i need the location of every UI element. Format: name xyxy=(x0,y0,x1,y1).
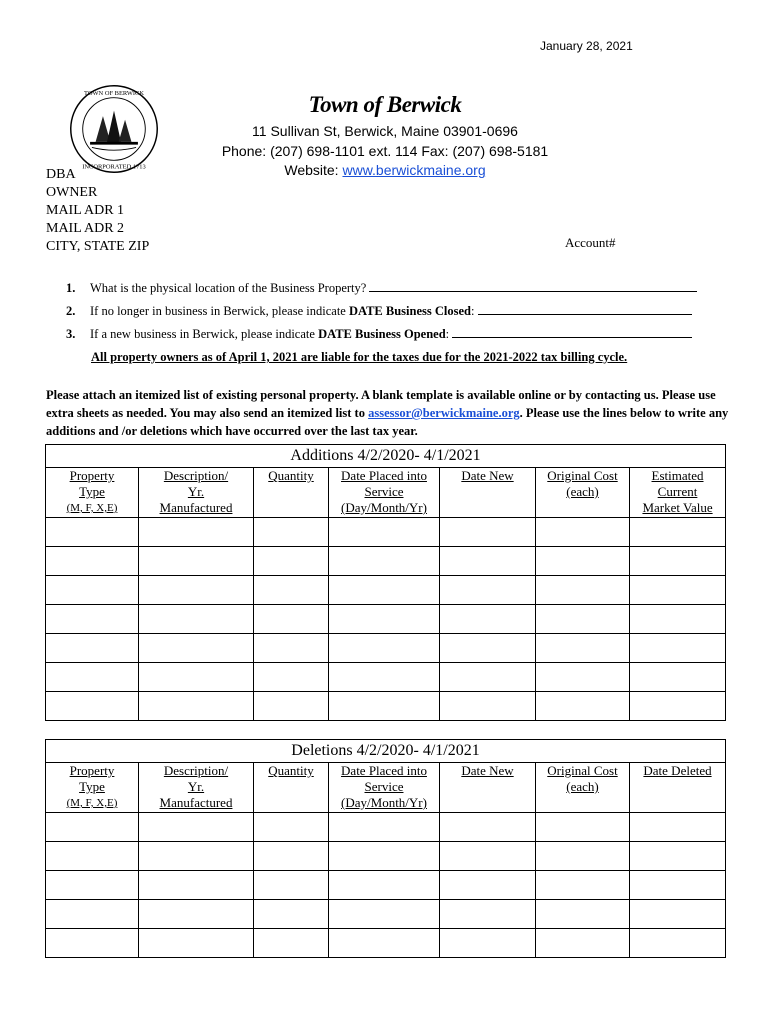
additions-cell[interactable] xyxy=(536,518,630,547)
deletions-row xyxy=(46,929,726,958)
deletions-cell[interactable] xyxy=(630,871,726,900)
additions-cell[interactable] xyxy=(46,663,139,692)
deletions-cell[interactable] xyxy=(46,813,139,842)
additions-row xyxy=(46,663,726,692)
col-original-cost xyxy=(536,468,630,518)
additions-cell[interactable] xyxy=(254,518,329,547)
col-label: Date Deleted xyxy=(643,763,712,778)
col-label: Property xyxy=(69,763,115,778)
additions-cell[interactable] xyxy=(46,605,139,634)
additions-cell[interactable] xyxy=(440,663,536,692)
account-label: Account# xyxy=(565,235,616,250)
col-label: Quantity xyxy=(268,763,314,778)
col-label: (M, F, X,E) xyxy=(66,797,118,809)
col-label: Service xyxy=(364,484,404,499)
svg-text:TOWN OF BERWICK: TOWN OF BERWICK xyxy=(84,89,144,97)
additions-cell[interactable] xyxy=(46,547,139,576)
additions-cell[interactable] xyxy=(440,605,536,634)
col-label: Type xyxy=(79,484,105,499)
question-number: 3. xyxy=(66,327,76,341)
col-quantity xyxy=(254,468,329,518)
additions-cell[interactable] xyxy=(329,605,440,634)
deletions-cell[interactable] xyxy=(440,900,536,929)
deletions-cell[interactable] xyxy=(329,813,440,842)
additions-cell[interactable] xyxy=(139,692,254,721)
additions-cell[interactable] xyxy=(329,634,440,663)
mail-address-2-line: MAIL ADR 2 xyxy=(46,221,125,236)
additions-cell[interactable] xyxy=(139,576,254,605)
col-label: Date Placed into xyxy=(341,468,427,483)
deletions-cell[interactable] xyxy=(139,929,254,958)
question-text: What is the physical location of the Business Property? xyxy=(90,281,367,295)
additions-cell[interactable] xyxy=(329,692,440,721)
col-description xyxy=(139,763,254,813)
question-emphasis: DATE Business Closed xyxy=(348,304,471,318)
deletions-cell[interactable] xyxy=(329,871,440,900)
additions-cell[interactable] xyxy=(536,663,630,692)
website-label: Website: xyxy=(284,162,343,178)
col-date-deleted xyxy=(630,763,726,813)
col-date-placed xyxy=(329,763,440,813)
deletions-cell[interactable] xyxy=(254,929,329,958)
additions-cell[interactable] xyxy=(139,518,254,547)
deletions-cell[interactable] xyxy=(440,813,536,842)
additions-row xyxy=(46,547,726,576)
additions-cell[interactable] xyxy=(254,576,329,605)
col-property-type xyxy=(46,468,139,518)
tax-liability-notice: All property owners as of April 1, 2021 are liable for the taxes due for the 2021-2022 tax billing cycle. xyxy=(91,350,628,364)
additions-cell[interactable] xyxy=(254,547,329,576)
owner-line: OWNER xyxy=(46,185,98,200)
deletions-cell[interactable] xyxy=(329,929,440,958)
additions-cell[interactable] xyxy=(139,634,254,663)
additions-cell[interactable] xyxy=(536,547,630,576)
deletions-cell[interactable] xyxy=(630,813,726,842)
col-date-new xyxy=(440,468,536,518)
deletions-cell[interactable] xyxy=(46,842,139,871)
additions-cell[interactable] xyxy=(630,547,726,576)
question-number: 2. xyxy=(66,304,76,318)
additions-cell[interactable] xyxy=(139,605,254,634)
col-label: Date New xyxy=(461,468,514,483)
deletions-row xyxy=(46,842,726,871)
date-closed-field[interactable] xyxy=(478,303,692,315)
deletions-cell[interactable] xyxy=(46,871,139,900)
col-label: Description/ xyxy=(163,468,229,483)
deletions-row xyxy=(46,871,726,900)
town-seal-icon xyxy=(68,83,160,175)
business-location-field[interactable] xyxy=(369,280,697,292)
col-date-placed xyxy=(329,468,440,518)
question-date-closed xyxy=(66,303,692,319)
additions-cell[interactable] xyxy=(536,576,630,605)
col-label: Service xyxy=(364,779,404,794)
additions-table xyxy=(45,444,726,721)
additions-cell[interactable] xyxy=(630,605,726,634)
date-opened-field[interactable] xyxy=(452,326,692,338)
document-date: January 28, 2021 xyxy=(540,39,633,53)
additions-cell[interactable] xyxy=(536,605,630,634)
deletions-cell[interactable] xyxy=(630,929,726,958)
question-colon: : xyxy=(471,304,475,318)
additions-cell[interactable] xyxy=(46,634,139,663)
deletions-cell[interactable] xyxy=(254,900,329,929)
website-link[interactable]: www.berwickmaine.org xyxy=(342,162,486,178)
col-label: Manufactured xyxy=(159,500,233,515)
col-label: Market Value xyxy=(642,500,713,515)
col-label: (M, F, X,E) xyxy=(66,502,118,514)
dba-line: DBA xyxy=(46,167,76,182)
col-property-type xyxy=(46,763,139,813)
instructions-text-continued: . Please use the lines below to write any additions and /or deletions which have occurred over the last tax year. xyxy=(46,406,729,438)
col-label: (each) xyxy=(566,779,599,794)
question-colon: : xyxy=(445,327,450,341)
question-number: 1. xyxy=(66,281,76,295)
additions-cell[interactable] xyxy=(536,692,630,721)
deletions-cell[interactable] xyxy=(536,871,630,900)
question-business-location xyxy=(66,280,697,296)
col-date-new xyxy=(440,763,536,813)
deletions-cell[interactable] xyxy=(440,842,536,871)
additions-cell[interactable] xyxy=(139,663,254,692)
deletions-cell[interactable] xyxy=(536,842,630,871)
deletions-cell[interactable] xyxy=(440,929,536,958)
town-website xyxy=(155,162,615,178)
col-label: Property xyxy=(69,468,115,483)
additions-title: Additions 4/2/2020- 4/1/2021 xyxy=(46,445,726,468)
assessor-email-link[interactable]: assessor@berwickmaine.org xyxy=(368,406,520,420)
col-label: Date Placed into xyxy=(341,763,427,778)
col-label: (Day/Month/Yr) xyxy=(341,795,427,810)
question-text: If no longer in business in Berwick, please indicate xyxy=(90,304,349,318)
col-label: Original Cost xyxy=(547,763,618,778)
deletions-cell[interactable] xyxy=(139,900,254,929)
deletions-table xyxy=(45,739,726,958)
deletions-cell[interactable] xyxy=(46,900,139,929)
deletions-cell[interactable] xyxy=(329,900,440,929)
additions-cell[interactable] xyxy=(46,576,139,605)
city-state-zip-line: CITY, STATE ZIP xyxy=(46,239,150,254)
deletions-cell[interactable] xyxy=(440,871,536,900)
deletions-cell[interactable] xyxy=(139,813,254,842)
question-text: If a new business in Berwick, please indicate xyxy=(90,327,319,341)
mailing-address-block xyxy=(46,163,150,256)
additions-cell[interactable] xyxy=(630,692,726,721)
col-label: (each) xyxy=(566,484,599,499)
col-label: Date New xyxy=(461,763,514,778)
deletions-cell[interactable] xyxy=(139,842,254,871)
mail-address-1-line: MAIL ADR 1 xyxy=(46,203,125,218)
town-address: 11 Sullivan St, Berwick, Maine 03901-0696 xyxy=(252,123,518,139)
additions-cell[interactable] xyxy=(440,547,536,576)
col-label: Yr. xyxy=(187,779,205,794)
deletions-cell[interactable] xyxy=(536,929,630,958)
deletions-cell[interactable] xyxy=(329,842,440,871)
deletions-cell[interactable] xyxy=(139,871,254,900)
additions-cell[interactable] xyxy=(630,576,726,605)
col-label: Current xyxy=(657,484,698,499)
additions-cell[interactable] xyxy=(46,692,139,721)
deletions-cell[interactable] xyxy=(254,871,329,900)
additions-cell[interactable] xyxy=(254,634,329,663)
additions-row xyxy=(46,576,726,605)
additions-row xyxy=(46,605,726,634)
additions-cell[interactable] xyxy=(440,518,536,547)
additions-cell[interactable] xyxy=(536,634,630,663)
additions-cell[interactable] xyxy=(329,518,440,547)
additions-row xyxy=(46,518,726,547)
deletions-cell[interactable] xyxy=(630,842,726,871)
question-date-opened xyxy=(66,326,692,342)
deletions-cell[interactable] xyxy=(536,900,630,929)
additions-row xyxy=(46,692,726,721)
deletions-row xyxy=(46,900,726,929)
additions-cell[interactable] xyxy=(329,576,440,605)
question-emphasis: DATE Business Opened xyxy=(318,327,446,341)
col-quantity xyxy=(254,763,329,813)
additions-cell[interactable] xyxy=(630,663,726,692)
svg-text:INCORPORATED 1713: INCORPORATED 1713 xyxy=(82,163,146,171)
additions-row xyxy=(46,634,726,663)
col-description xyxy=(139,468,254,518)
col-label: (Day/Month/Yr) xyxy=(341,500,427,515)
deletions-cell[interactable] xyxy=(536,813,630,842)
additions-cell[interactable] xyxy=(46,518,139,547)
additions-cell[interactable] xyxy=(440,692,536,721)
town-title: Town of Berwick xyxy=(308,92,462,117)
col-label: Manufactured xyxy=(159,795,233,810)
col-original-cost xyxy=(536,763,630,813)
additions-cell[interactable] xyxy=(254,605,329,634)
additions-cell[interactable] xyxy=(329,547,440,576)
col-label: Yr. xyxy=(187,484,205,499)
deletions-row xyxy=(46,813,726,842)
additions-cell[interactable] xyxy=(630,634,726,663)
deletions-cell[interactable] xyxy=(254,813,329,842)
col-estimated-value xyxy=(630,468,726,518)
additions-cell[interactable] xyxy=(254,692,329,721)
col-label: Type xyxy=(79,779,105,794)
additions-cell[interactable] xyxy=(440,576,536,605)
additions-cell[interactable] xyxy=(440,634,536,663)
col-label: Description/ xyxy=(163,763,229,778)
deletions-cell[interactable] xyxy=(254,842,329,871)
additions-cell[interactable] xyxy=(630,518,726,547)
col-label: Estimated xyxy=(651,468,704,483)
deletions-cell[interactable] xyxy=(630,900,726,929)
instructions-text: Please attach an itemized list of existing personal property. A blank template is available online or by contacting us. Please use extra sheets as needed. You may also send an itemized list to xyxy=(46,388,716,420)
additions-cell[interactable] xyxy=(329,663,440,692)
deletions-title: Deletions 4/2/2020- 4/1/2021 xyxy=(46,740,726,763)
col-label: Quantity xyxy=(268,468,314,483)
additions-cell[interactable] xyxy=(139,547,254,576)
town-phone-fax: Phone: (207) 698-1101 ext. 114 Fax: (207) 698-5181 xyxy=(221,143,549,159)
deletions-cell[interactable] xyxy=(46,929,139,958)
instructions-paragraph xyxy=(46,386,736,440)
col-label: Original Cost xyxy=(547,468,618,483)
additions-cell[interactable] xyxy=(254,663,329,692)
